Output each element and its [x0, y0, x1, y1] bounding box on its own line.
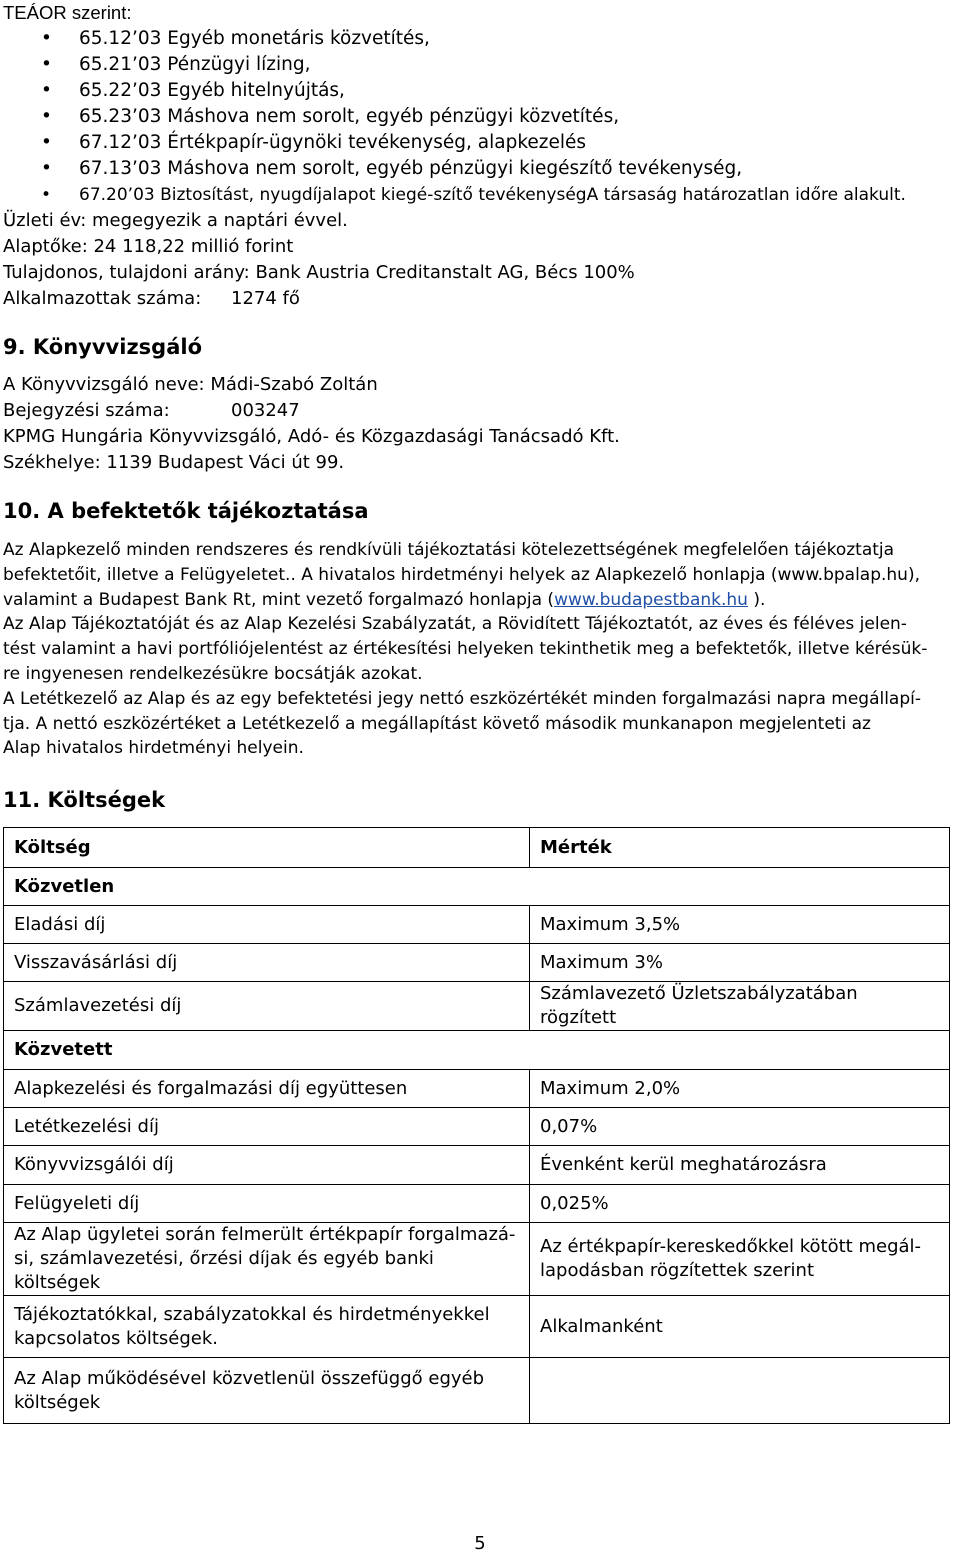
info-line: re ingyenesen rendelkezésükre bocsátják azokat. [3, 663, 423, 684]
table-row: Felügyeleti díj 0,025% [4, 1185, 950, 1223]
bullet-icon: • [41, 54, 52, 75]
table-row: Tájékoztatókkal, szabályzatokkal és hirdetményekkel kapcsolatos költségek. Alkalmanként [4, 1296, 950, 1358]
bullet-icon: • [41, 132, 52, 153]
capital: Alaptőke: 24 118,22 millió forint [3, 236, 294, 257]
table-row: Számlavezetési díj Számlavezető Üzletszabályzatában rögzített [4, 982, 950, 1031]
list-item: • 65.12’03 Egyéb monetáris közvetítés, [3, 26, 953, 52]
list-item: • 67.12’03 Értékpapír-ügynöki tevékenység, alapkezelés [3, 130, 953, 156]
table-row: Az Alap működésével közvetlenül összefüggő egyéb költségek [4, 1358, 950, 1424]
table-row: Az Alap ügyletei során felmerült értékpapír forgalmazá- si, számlavezetési, őrzési díjak és egyéb banki költségek Az értékpapír-kereskedőkkel kötött megál- lapodásban rögzítettek szerint [4, 1223, 950, 1296]
info-line: A Letétkezelő az Alap és az egy befektetési jegy nettó eszközértékét minden forgalmazási napra megállapí- [3, 688, 921, 709]
bullet-icon: • [41, 106, 52, 127]
table-row: Alapkezelési és forgalmazási díj együttesen Maximum 2,0% [4, 1070, 950, 1108]
list-item: • 65.21’03 Pénzügyi lízing, [3, 52, 953, 78]
column-header-rate: Mérték [530, 828, 950, 868]
company-info [3, 208, 635, 312]
table-row: Könyvvizsgálói díj Évenként kerül meghatározásra [4, 1146, 950, 1185]
info-line: tést valamint a havi portfóliójelentést az értékesítési helyeken tekinthetik meg a befektetők, illetve kérésük- [3, 639, 928, 660]
cost-table [3, 827, 950, 1424]
table-row [4, 1031, 950, 1070]
list-item: • 67.13’03 Máshova nem sorolt, egyéb pénzügyi kiegészítő tevékenység, [3, 156, 953, 182]
list-item: • 65.22’03 Egyéb hitelnyújtás, [3, 78, 953, 104]
auditor-reg: Bejegyzési száma: 003247 [3, 400, 300, 421]
employees: Alkalmazottak száma: 1274 fő [3, 288, 300, 309]
budapestbank-link[interactable]: www.budapestbank.hu [554, 589, 748, 610]
section-direct: Közvetlen [4, 868, 950, 906]
bullet-icon: • [41, 80, 52, 101]
info-line: Az Alap Tájékoztatóját és az Alap Kezelési Szabályzatát, a Rövidített Tájékoztatót, az éves és féléves jelen- [3, 614, 907, 635]
auditor-seat: Székhelye: 1139 Budapest Váci út 99. [3, 452, 345, 473]
information-body [3, 538, 955, 761]
table-row [4, 868, 950, 906]
business-year: Üzleti év: megegyezik a naptári évvel. [3, 210, 348, 231]
bullet-icon: • [41, 158, 52, 179]
bullet-icon: • [41, 185, 52, 205]
column-header-cost: Költség [4, 828, 530, 868]
owners: Tulajdonos, tulajdoni arány: Bank Austria Creditanstalt AG, Bécs 100% [3, 262, 635, 283]
information-heading: 10. A befektetők tájékoztatása [3, 499, 369, 523]
list-item: • 65.23’03 Máshova nem sorolt, egyéb pénzügyi közvetítés, [3, 104, 953, 130]
teaor-title: TEÁOR szerint: [3, 2, 132, 23]
info-line: tja. A nettó eszközértéket a Letétkezelő a megállapítást követő második munkanapon megjelenteti az [3, 713, 871, 734]
table-row: Letétkezelési díj 0,07% [4, 1108, 950, 1146]
table-row: Eladási díj Maximum 3,5% [4, 906, 950, 944]
auditor-info [3, 372, 620, 476]
section-indirect: Közvetett [4, 1031, 950, 1070]
info-line: befektetőit, illetve a Felügyeletet.. A hivatalos hirdetményi helyek az Alapkezelő honlapja (www.bpalap.hu), [3, 564, 920, 585]
page-number: 5 [474, 1533, 486, 1554]
costs-heading: 11. Költségek [3, 788, 166, 812]
auditor-name: A Könyvvizsgáló neve: Mádi-Szabó Zoltán [3, 374, 378, 395]
info-line: Alap hivatalos hirdetményi helyein. [3, 738, 304, 759]
info-line: valamint a Budapest Bank Rt, mint vezető forgalmazó honlapja (www.budapestbank.hu ). [3, 589, 766, 610]
info-line: Az Alapkezelő minden rendszeres és rendkívüli tájékoztatási kötelezettségének megfelelően tájékoztatja [3, 540, 895, 560]
table-row: Visszavásárlási díj Maximum 3% [4, 944, 950, 982]
auditor-firm: KPMG Hungária Könyvvizsgáló, Adó- és Közgazdasági Tanácsadó Kft. [3, 426, 620, 447]
teaor-list [3, 26, 953, 208]
table-row [4, 828, 950, 868]
list-item: • 67.20’03 Biztosítást, nyugdíjalapot kiegé-szítő tevékenységA társaság határozatlan időre alakult. [3, 182, 953, 208]
auditor-heading: 9. Könyvvizsgáló [3, 335, 202, 359]
bullet-icon: • [41, 28, 52, 49]
